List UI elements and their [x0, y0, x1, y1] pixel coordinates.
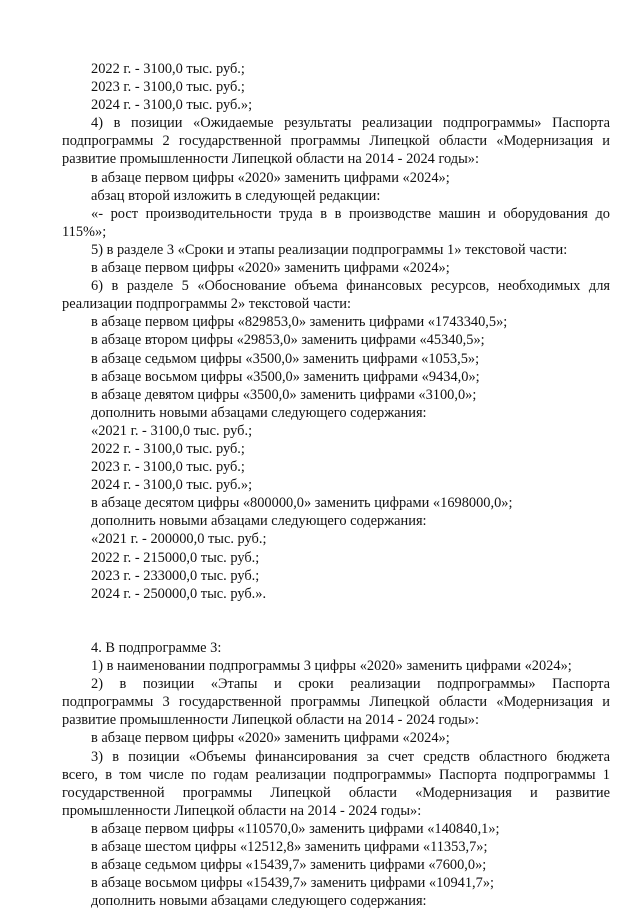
text-line: в абзаце восьмом цифры «15439,7» заменить цифрами «10941,7»;: [91, 875, 495, 892]
text-line: 6) в разделе 5 «Обоснование объема финансовых ресурсов, необходимых для: [91, 278, 610, 295]
text-line: 1) в наименовании подпрограммы 3 цифры «2020» заменить цифрами «2024»;: [91, 658, 572, 675]
text-line: 2) в позиции «Этапы и сроки реализации подпрограммы» Паспорта: [91, 676, 610, 693]
text-line: 2022 г. - 215000,0 тыс. руб.;: [91, 549, 260, 566]
text-line: промышленности Липецкой области на 2014 - 2024 годы»:: [62, 802, 422, 819]
paragraph-gap: [62, 603, 610, 639]
text-line: в абзаце первом цифры «2020» заменить цифрами «2024»;: [91, 169, 450, 186]
text-line: государственной программы Липецкой области «Модернизация и развитие: [62, 784, 610, 801]
text-line: 2023 г. - 233000,0 тыс. руб.;: [91, 567, 260, 584]
text-line: в абзаце десятом цифры «800000,0» заменить цифрами «1698000,0»;: [91, 495, 513, 512]
text-line: в абзаце девятом цифры «3500,0» заменить цифрами «3100,0»;: [91, 386, 477, 403]
text-line: «2021 г. - 200000,0 тыс. руб.;: [91, 531, 267, 548]
text-line: 115%»;: [62, 223, 107, 240]
text-line: подпрограммы 3 государственной программы Липецкой области «Модернизация и: [62, 694, 610, 711]
text-line: в абзаце втором цифры «29853,0» заменить цифрами «45340,5»;: [91, 332, 485, 349]
text-line: 5) в разделе 3 «Сроки и этапы реализации подпрограммы 1» текстовой части:: [91, 241, 568, 258]
text-line: в абзаце седьмом цифры «15439,7» заменить цифрами «7600,0»;: [91, 857, 487, 874]
text-line: 4) в позиции «Ожидаемые результаты реализации подпрограммы» Паспорта: [91, 115, 610, 132]
text-line: в абзаце первом цифры «2020» заменить цифрами «2024»;: [91, 260, 450, 277]
text-line: 2024 г. - 3100,0 тыс. руб.»;: [91, 97, 253, 114]
document-body: [62, 60, 610, 910]
text-line: абзац второй изложить в следующей редакции:: [91, 187, 381, 204]
text-line: реализации подпрограммы 2» текстовой части:: [62, 296, 351, 313]
text-line: 2022 г. - 3100,0 тыс. руб.;: [91, 440, 245, 457]
text-line: 2022 г. - 3100,0 тыс. руб.;: [91, 61, 245, 77]
text-line: дополнить новыми абзацами следующего содержания:: [91, 513, 427, 530]
text-line: подпрограммы 2 государственной программы Липецкой области «Модернизация и: [62, 133, 610, 150]
text-line: в абзаце седьмом цифры «3500,0» заменить цифрами «1053,5»;: [91, 350, 480, 367]
section-heading: 4. В подпрограмме 3:: [91, 640, 222, 656]
text-line: развитие промышленности Липецкой области на 2014 - 2024 годы»:: [62, 712, 479, 729]
text-line: «- рост производительности труда в в производстве машин и оборудования до: [91, 205, 610, 222]
text-line: в абзаце шестом цифры «12512,8» заменить цифрами «11353,7»;: [91, 839, 488, 856]
text-line: в абзаце первом цифры «110570,0» заменить цифрами «140840,1»;: [91, 820, 500, 837]
text-line: дополнить новыми абзацами следующего содержания:: [91, 404, 427, 421]
text-line: в абзаце первом цифры «2020» заменить цифрами «2024»;: [91, 730, 450, 747]
text-line: 3) в позиции «Объемы финансирования за счет средств областного бюджета: [91, 748, 610, 765]
text-line: 2023 г. - 3100,0 тыс. руб.;: [91, 459, 245, 476]
text-line: 2023 г. - 3100,0 тыс. руб.;: [91, 79, 245, 96]
text-line: 2024 г. - 3100,0 тыс. руб.»;: [91, 477, 253, 494]
text-line: «2021 г. - 3100,0 тыс. руб.;: [91, 422, 253, 439]
text-line: в абзаце первом цифры «829853,0» заменить цифрами «1743340,5»;: [91, 314, 508, 331]
text-line: 2024 г. - 250000,0 тыс. руб.».: [91, 585, 267, 602]
text-line: развитие промышленности Липецкой области на 2014 - 2024 годы»:: [62, 151, 479, 168]
text-line: дополнить новыми абзацами следующего содержания:: [91, 893, 427, 910]
text-line: в абзаце восьмом цифры «3500,0» заменить цифрами «9434,0»;: [91, 368, 480, 385]
text-line: всего, в том числе по годам реализации подпрограммы» Паспорта подпрограммы 1: [62, 766, 610, 783]
